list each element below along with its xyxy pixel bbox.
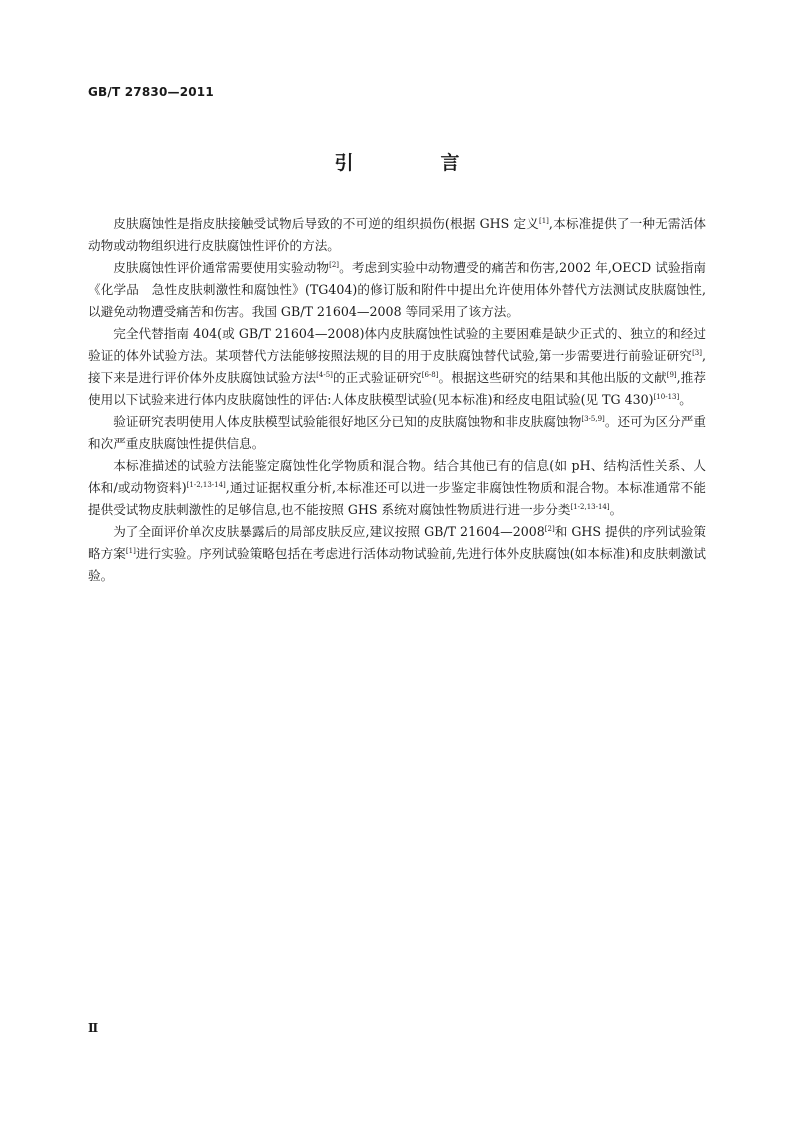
reference-marker: [2] [544,525,555,533]
paragraph-text: ,推荐使用以下试验来进行体内皮肤腐蚀性的评估:人体皮肤模型试验(见本标准)和经皮电阻试验(见 TG 430) [88,370,707,407]
reference-marker: [1-2,13-14] [186,481,226,489]
paragraph-text: 皮肤腐蚀性评价通常需要使用实验动物 [113,260,330,275]
paragraph-5 [88,455,706,521]
paragraph-text: 为了全面评价单次皮肤暴露后的局部皮肤反应,建议按照 GB/T 21604—2008 [113,524,545,539]
reference-marker: [3] [692,349,702,357]
paragraph-3 [88,323,706,411]
paragraph-text: 。根据这些研究的结果和其他出版的文献 [438,370,667,385]
paragraph-text: 本标准描述的试验方法能鉴定腐蚀性化学物质和混合物。结合其他已有的信息(如 pH、结构活性关系、人体和/或动物资料) [88,458,706,495]
paragraph-text: 和 GHS 提供的序列试验策略方案 [88,524,706,561]
paragraph-text: ,通过证据权重分析,本标准还可以进一步鉴定非腐蚀性物质和混合物。本标准通常不能提供受试物皮肤刺激性的足够信息,也不能按照 GHS 系统对腐蚀性物质进行进一步分类 [88,480,706,517]
paragraph-text: 。 [609,502,623,517]
paragraph-text: ,本标准提供了一种无需活体动物或动物组织进行皮肤腐蚀性评价的方法。 [88,216,706,253]
standard-number: GB/T 27830—2011 [88,85,214,99]
paragraph-text: 完全代替指南 404(或 GB/T 21604—2008)体内皮肤腐蚀性试验的主要困难是缺少正式的、独立的和经过验证的体外试验方法。某项替代方法能够按照法规的目的用于皮肤腐蚀替代试验,第一步需要进行前验证研究 [88,326,706,363]
document-body [88,213,706,587]
reference-marker: [4-5] [316,371,333,379]
page-title: 引 言 [334,152,494,174]
paragraph-text: ,接下来是进行评价体外皮肤腐蚀试验方法 [88,348,706,385]
reference-marker: [1] [538,217,549,225]
paragraph-text: 的正式验证研究 [332,370,422,385]
paragraph-6 [88,521,706,587]
reference-marker: [3-5,9] [581,415,605,423]
reference-marker: [1] [125,547,136,555]
paragraph-text: 进行实验。序列试验策略包括在考虑进行活体动物试验前,先进行体外皮肤腐蚀(如本标准)和皮肤刺激试验。 [88,546,706,583]
paragraph-text: 。还可为区分严重和次严重皮肤腐蚀性提供信息。 [88,414,707,451]
page-number: Ⅱ [88,1021,99,1035]
reference-marker: [6-8] [421,371,439,379]
paragraph-text: 。考虑到实验中动物遭受的痛苦和伤害,2002 年,OECD 试验指南《化学品 急性皮肤刺激性和腐蚀性》(TG404)的修订版和附件中提出允许使用体外替代方法测试皮肤腐蚀性,以避免动物遭受痛苦和伤害。我国 GB/T 21604—2008 等同采用了该方法。 [88,260,706,319]
reference-marker: [1-2,13-14] [570,503,610,511]
reference-marker: [10-13] [653,393,680,401]
paragraph-text: 皮肤腐蚀性是指皮肤接触受试物后导致的不可逆的组织损伤(根据 GHS 定义 [113,216,539,231]
paragraph-1 [88,213,706,257]
reference-marker: [9] [666,371,677,379]
paragraph-text: 。 [679,392,692,407]
paragraph-4 [88,411,706,455]
paragraph-2 [88,257,706,323]
paragraph-text: 验证研究表明使用人体皮肤模型试验能很好地区分已知的皮肤腐蚀物和非皮肤腐蚀物 [113,414,582,429]
reference-marker: [2] [329,261,340,269]
